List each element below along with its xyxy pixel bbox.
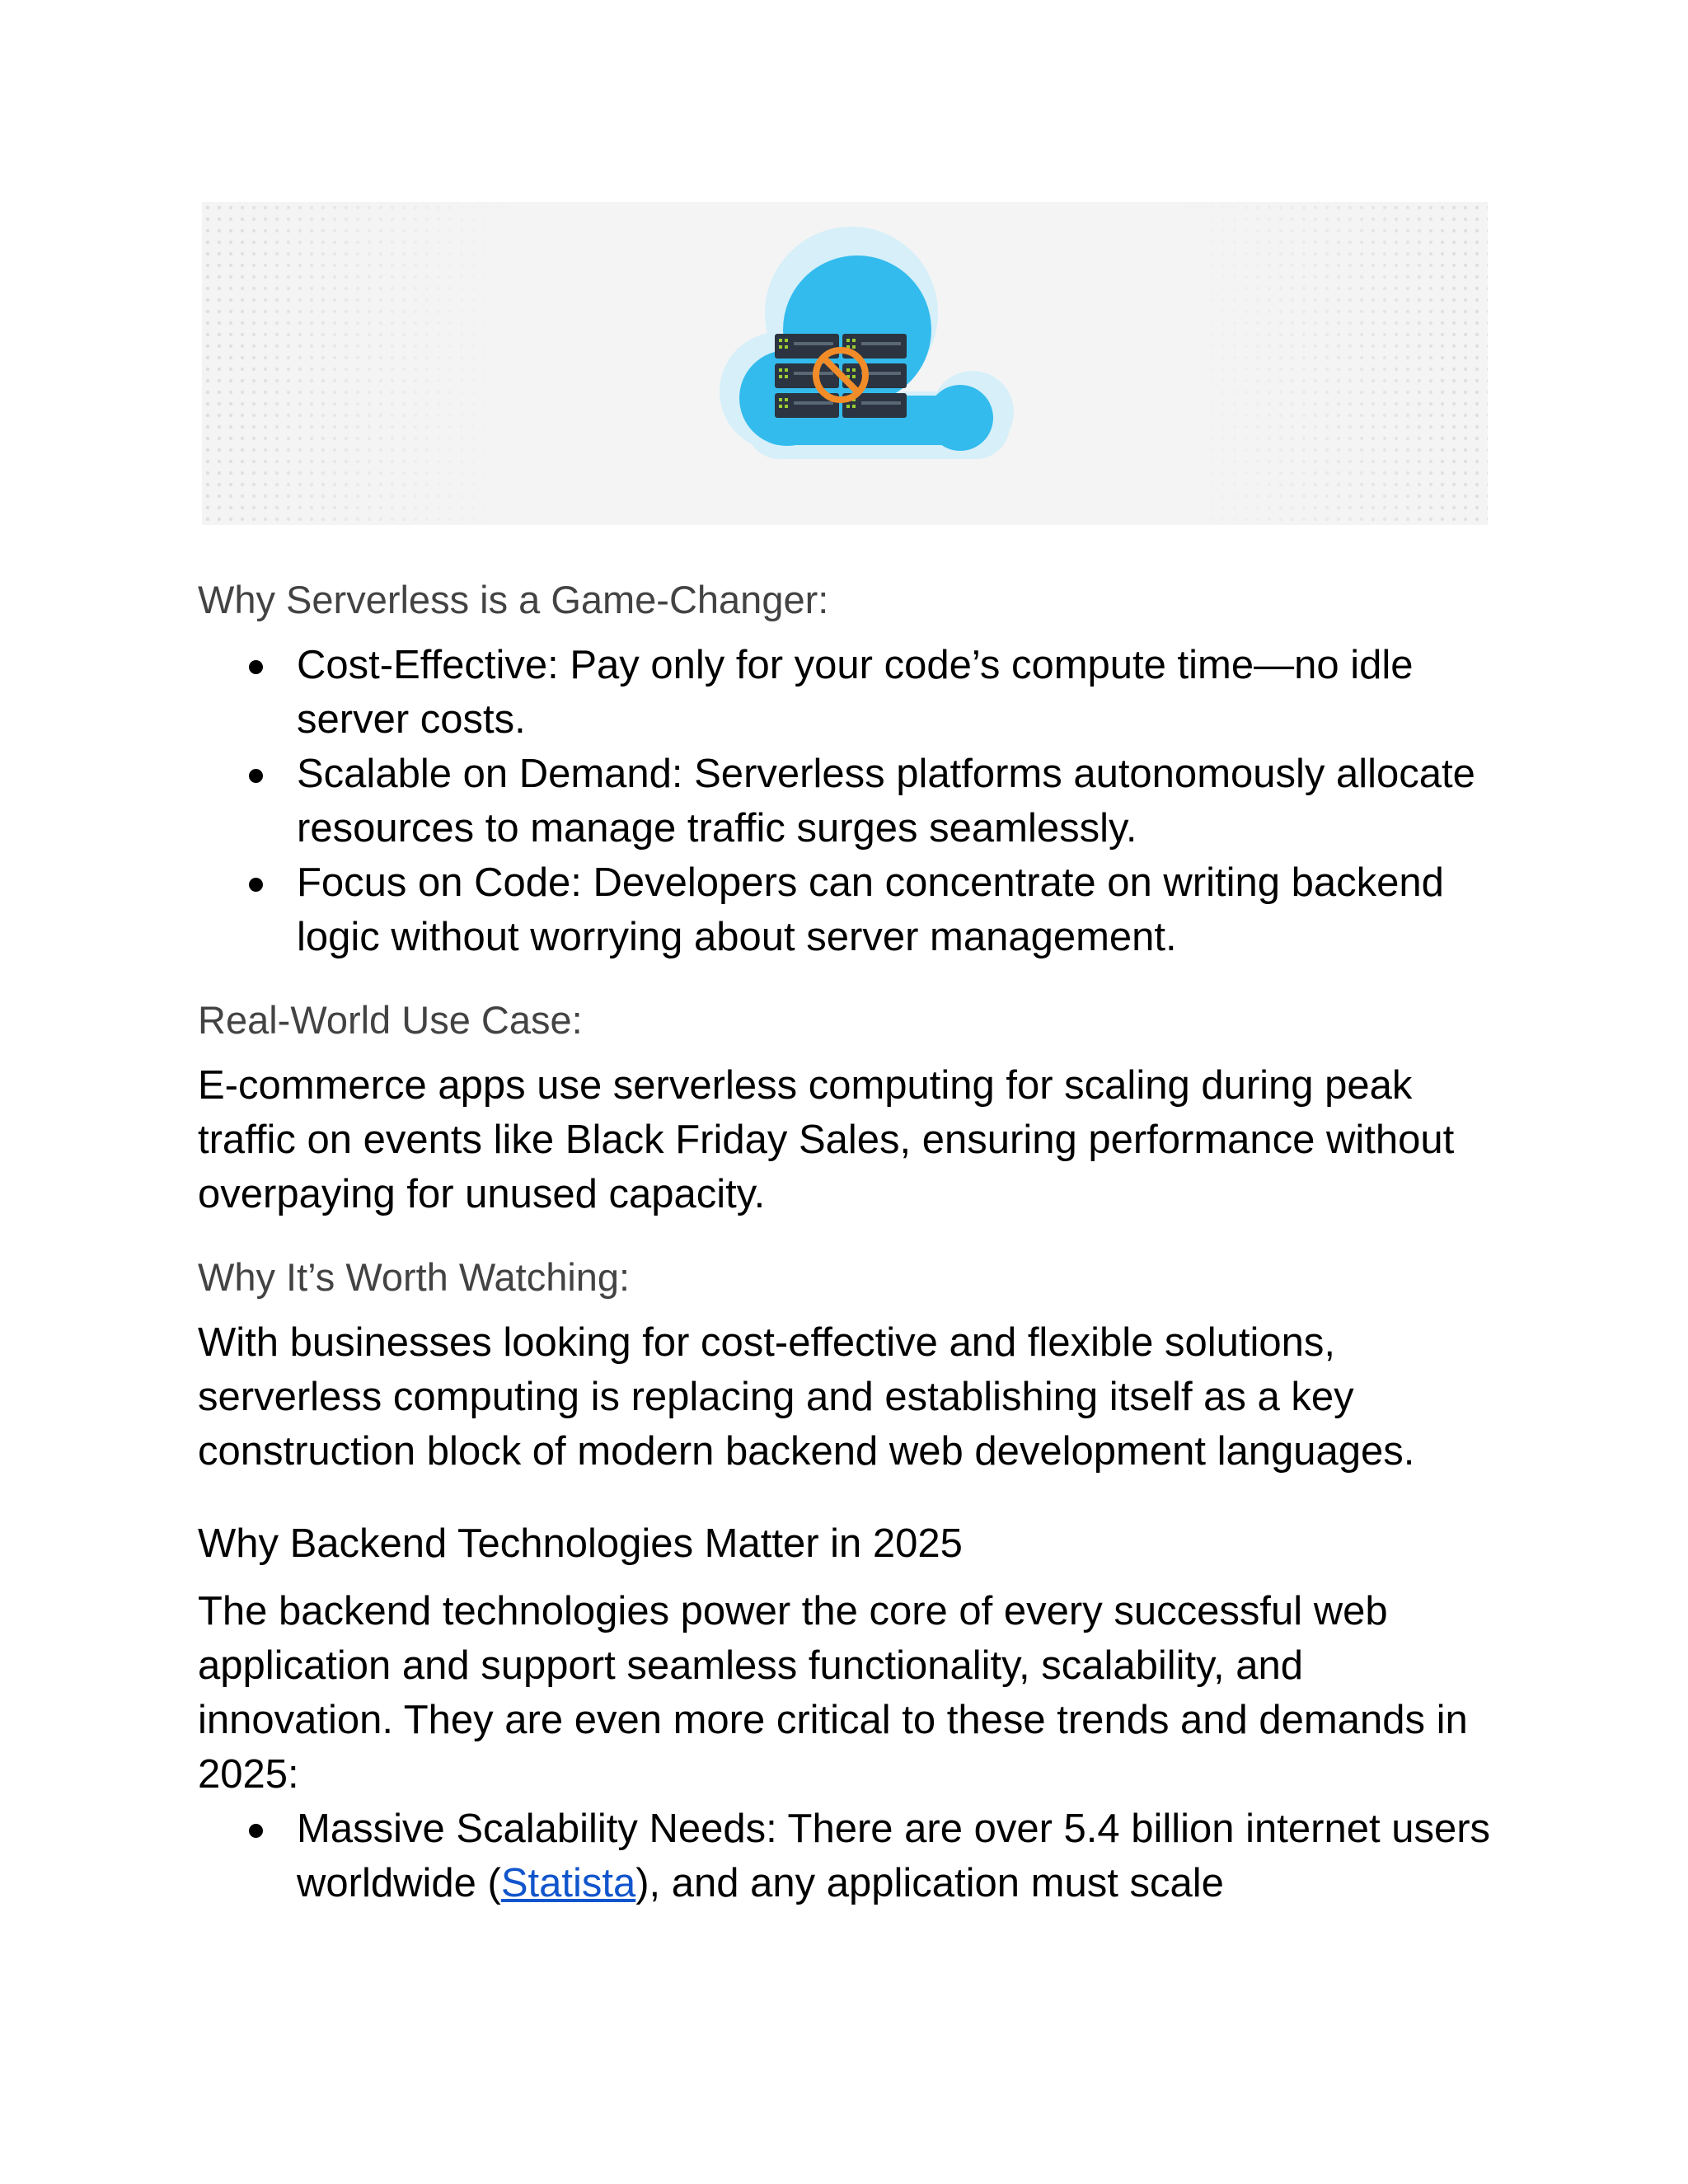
cloud-server-blocked-icon [202, 202, 1488, 525]
section-heading-why-serverless: Why Serverless is a Game-Changer: [198, 578, 829, 621]
bullet-icon [249, 878, 263, 892]
section-heading-use-case: Real-World Use Case: [198, 998, 583, 1042]
list-item: Focus on Code: Developers can concentrate on writing backend logic without worrying about server management. [198, 855, 1500, 964]
list-item: Scalable on Demand: Serverless platforms autonomously allocate resources to manage traffic surges seamlessly. [198, 747, 1500, 855]
article-body [198, 577, 1500, 1910]
hero-banner [202, 202, 1488, 525]
bullet-icon [249, 660, 263, 674]
statista-link[interactable]: Statista [500, 1861, 636, 1905]
backend-matter-paragraph: The backend technologies power the core of every successful web application and support seamless functionality, scalability, and innovation. They are even more critical to these trends and demands in 2025: [198, 1589, 1468, 1797]
bullet-list-why-serverless [198, 638, 1500, 964]
bullet-list-backend-matter [198, 1802, 1500, 1910]
list-item: Cost-Effective: Pay only for your code’s compute time—no idle server costs. [198, 638, 1500, 747]
bullet-icon [249, 769, 263, 783]
list-item: Massive Scalability Needs: There are over 5.4 billion internet users worldwide (Statista), and any application must scale [198, 1802, 1500, 1910]
section-heading-worth-watching: Why It’s Worth Watching: [198, 1255, 631, 1299]
worth-watching-paragraph: With businesses looking for cost-effective and flexible solutions, serverless computing is replacing and establishing itself as a key construction block of modern backend web development languages. [198, 1320, 1415, 1474]
bullet-icon [249, 1824, 263, 1838]
section-heading-backend-matter: Why Backend Technologies Matter in 2025 [198, 1521, 963, 1566]
use-case-paragraph: E-commerce apps use serverless computing for scaling during peak traffic on events like Black Friday Sales, ensuring performance without overpaying for unused capacity. [198, 1063, 1455, 1216]
